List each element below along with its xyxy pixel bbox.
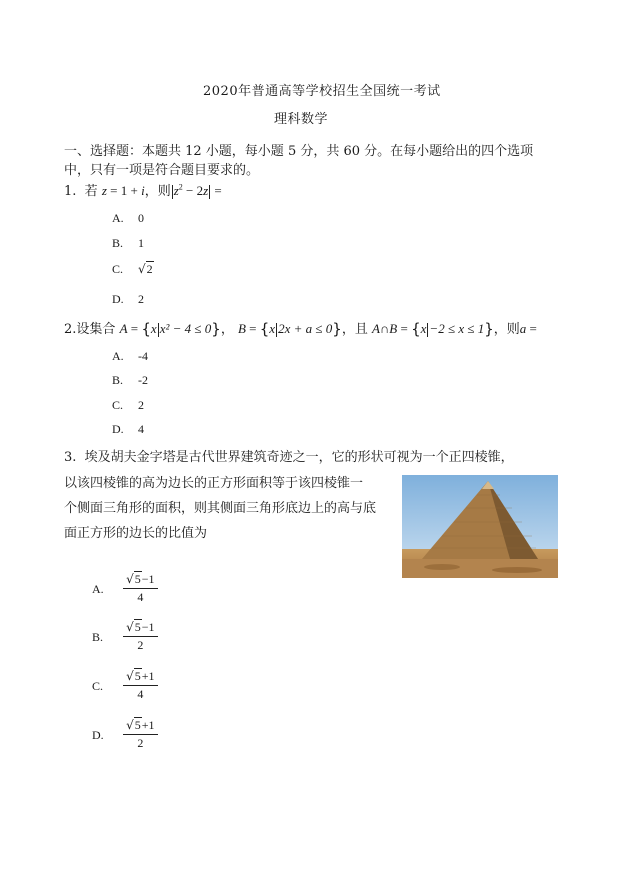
question-3-number: 3. bbox=[64, 450, 77, 465]
exam-subject: 理科数学 bbox=[274, 112, 329, 127]
fraction: $\frac{√5-1}{4}$ bbox=[123, 572, 157, 605]
question-3-stem-line2: 以该四棱锥的高为边长的正方形面积等于该四棱锥一 bbox=[64, 476, 364, 491]
abs-bar-left bbox=[172, 185, 173, 199]
question-2-stem: 2.设集合 A = {x x² − 4 ≤ 0}， B = {x 2x + a ≤ 0}，且 A∩B = {x −2 ≤ x ≤ 1}，则a = bbox=[64, 320, 537, 338]
q3-option-d[interactable]: D. $\frac{√5+1}{2}$ bbox=[92, 718, 158, 751]
fraction: $\frac{√5-1}{2}$ bbox=[123, 620, 157, 653]
q1-option-d[interactable]: D. 2 bbox=[112, 292, 144, 306]
question-1-number: 1. bbox=[64, 184, 77, 199]
q2-option-b[interactable]: B. -2 bbox=[112, 373, 148, 387]
question-2-number: 2. bbox=[64, 322, 77, 337]
question-3-stem-line3: 个侧面三角形的面积，则其侧面三角形底边上的高与底 bbox=[64, 501, 377, 516]
fraction: $\frac{√5+1}{4}$ bbox=[123, 669, 157, 702]
section-instructions-line1: 一、选择题：本题共 12 小题，每小题 5 分，共 60 分。在每小题给出的四个选项 bbox=[64, 144, 534, 159]
q3-option-a[interactable]: A. $\frac{√5-1}{4}$ bbox=[92, 572, 158, 605]
question-3-stem-line4: 面正方形的边长的比值为 bbox=[64, 526, 208, 541]
section-instructions-line2: 中，只有一项是符合题目要求的。 bbox=[64, 163, 260, 178]
q1-option-b[interactable]: B. 1 bbox=[112, 236, 144, 250]
question-1-stem: 1. 若 z = 1 + i，则 $z^2 - 2z$ = bbox=[64, 182, 222, 199]
fraction: $\frac{√5+1}{2}$ bbox=[123, 718, 157, 751]
q1-option-a[interactable]: A. 0 bbox=[112, 211, 144, 225]
q3-option-b[interactable]: B. $\frac{√5-1}{2}$ bbox=[92, 620, 158, 653]
question-3-stem-line1: 3. 埃及胡夫金字塔是古代世界建筑奇迹之一，它的形状可视为一个正四棱锥， bbox=[64, 450, 514, 465]
q2-option-d[interactable]: D. 4 bbox=[112, 422, 144, 436]
exam-title: 2020年普通高等学校招生全国统一考试 bbox=[203, 84, 441, 99]
q3-option-c[interactable]: C. $\frac{√5+1}{4}$ bbox=[92, 669, 158, 702]
q2-option-a[interactable]: A. -4 bbox=[112, 349, 148, 363]
q2-option-c[interactable]: C. 2 bbox=[112, 398, 144, 412]
sqrt-sign: √ bbox=[138, 262, 146, 276]
q1-option-c[interactable]: C. √2 bbox=[112, 262, 153, 276]
pyramid-photo bbox=[402, 475, 558, 578]
